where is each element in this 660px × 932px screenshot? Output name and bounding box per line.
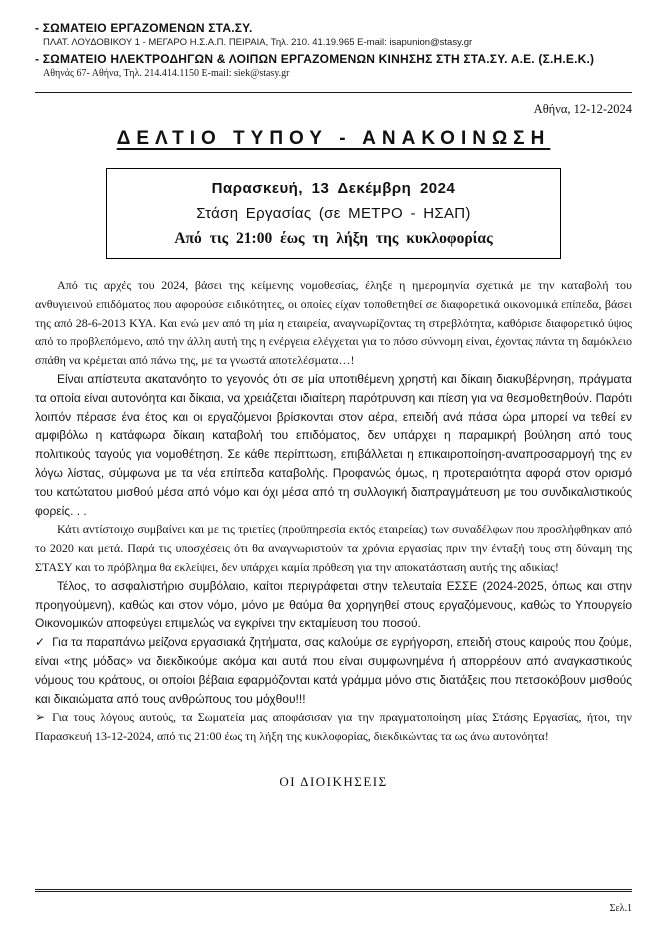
header-divider bbox=[35, 92, 632, 93]
paragraph-insurance: Τέλος, το ασφαλιστήριο συμβόλαιο, καίτοι περιγράφεται στην τελευταία ΕΣΣΕ (2024-2025, όπως και στην προηγούμενη), καθώς και στον νόμο, μόνο με θαύμα θα χορηγηθεί στους εργαζόμενους, καθώς το Υπουργείο Οικονομικών αποφεύγει επιμελώς να εγκρίνει την εκταμίευση του ποσού. bbox=[35, 578, 632, 631]
body-text bbox=[35, 276, 632, 746]
paragraph-call-to-alert-text: Για τα παραπάνω μείζονα εργασιακά ζητήματα, σας καλούμε σε εγρήγορση, επειδή στους καιρούς που ζούμε, είναι «της μόδας» να διεκδικούμε ακόμα και αυτά που είναι συμφωνημένα ή απορρέουν από αναγκαστικούς νόμους του κράτους, οι οποίοι βέβαια εφαρμόζονται κατά γράμμα μόνο στις διατάξεις που πετσοκόβουν μισθούς και δικαιώματα από τους ανθρώπους του μόχθου!!! bbox=[35, 635, 632, 706]
page-number: Σελ.1 bbox=[609, 903, 632, 914]
signature: ΟΙ ΔΙΟΙΚΗΣΕΙΣ bbox=[279, 773, 388, 789]
notice-action: Στάση Εργασίας (σε ΜΕΤΡΟ - ΗΣΑΠ) bbox=[196, 205, 471, 222]
union1-details: ΠΛΑΤ. ΛΟΥΔΟΒΙΚΟΥ 1 - ΜΕΓΑΡΟ Η.Σ.Α.Π. ΠΕΙΡΑΙΑ, Τηλ. 210. 41.19.965 E-mail: isapunion@stasy.gr bbox=[43, 37, 473, 48]
paragraph-strike-decision bbox=[35, 708, 632, 746]
paragraph-governance: Είναι απίστευτα ακατανόητο το γεγονός ότι σε μία υποτιθέμενη χρηστή και δίκαιη διακυβέρνηση, πράγματα τα οποία είναι αυτονόητα και δίκαια, να χρειάζεται ιδιαίτερη παρότρυνση και πίεση για να θεσμοθετηθούν. Παρότι λοιπόν πέρασε ένα έτος και οι εργαζόμενοι βρίσκονται στον αέρα, επειδή ανά πάσα ώρα μπορεί να τεθεί εν αμφιβόλω η κατάφωρα δίκαιη καταβολή του επιδόματος, δεν υπάρχει η παραμικρή βούληση από τους πολιτικούς ταγούς για νομοθέτηση. Σε κάθε περίπτωση, επιβάλλεται η επικαιροποίηση-αναπροσαρμογή της εν λόγω λίστας, σύμφωνα με τα νέα επίπεδα καταβολής. Προφανώς όμως, η προτεραιότητα αφορά στον ορισμό του κατώτατου μισθού μέσα από νόμο και όχι μέσα από τη συλλογική διαπραγμάτευση με του συνδικαλιστικούς φορείς. . . bbox=[35, 371, 632, 518]
paragraph-strike-decision-text: Για τους λόγους αυτούς, τα Σωματεία μας αποφάσισαν για την πραγματοποίηση μίας Στάσης Εργασίας, ήτοι, την Παρασκευή 13-12-2024, από τις 21:00 έως τη λήξη της κυκλοφορίας, διεκδικώντας τα ως άνω αυτονόητα! bbox=[35, 710, 632, 744]
union1-name: - ΣΩΜΑΤΕΙΟ ΕΡΓΑΖΟΜΕΝΩΝ ΣΤΑ.ΣΥ. bbox=[35, 21, 253, 35]
letterhead bbox=[35, 20, 632, 80]
union2-details: Αθηνάς 67- Αθήνα, Τηλ. 214.414.1150 E-mail: siek@stasy.gr bbox=[43, 68, 290, 79]
strike-notice-box bbox=[106, 168, 561, 259]
check-icon: ✓ bbox=[35, 635, 46, 650]
paragraph-allowance: Από τις αρχές του 2024, βάσει της κείμενης νομοθεσίας, έληξε η ημερομηνία σχετικά με την καταβολή του ανθυγιεινού επιδόματος που αφορούσε ειδικότητες, οι οποίες είχαν τοποθετηθεί σε διαφορετικά οικονομικά επίπεδα, βάσει της από 28-6-2013 ΚΥΑ. Και ενώ μεν από τη μία η εταιρεία, αναγνωρίζοντας τη στρεβλότητα, καθόρισε διαφορετικό ύψος από το προβλεπόμενο, από την άλλη αυτή της η ενέργεια ελέγχεται για το πόσο σύννομη είναι, έχοντας πάντα τη δαμόκλειο σπάθη να κρέμεται από πάνω της, με τα γνωστά αποτελέσματα…! bbox=[35, 278, 632, 368]
paragraph-seniority: Κάτι αντίστοιχο συμβαίνει και με τις τριετίες (προϋπηρεσία εκτός εταιρείας) των συναδέλφων που προσλήφθηκαν από το 2020 και μετά. Παρά τις υποσχέσεις ότι θα αναγνωριστούν τα χρόνια εργασίας πριν την ένταξή τους στη δύναμη της ΣΤΑΣΥ και το πρόβλημα θα εκλείψει, δεν υπάρχει καμία πρόθεση για την αποκατάσταση αυτής της αδικίας! bbox=[35, 522, 632, 574]
arrow-bullet-icon: ➢ bbox=[35, 710, 46, 725]
page-title: ΔΕΛΤΙΟ ΤΥΠΟΥ - ΑΝΑΚΟΙΝΩΣΗ bbox=[116, 128, 551, 149]
notice-date: Παρασκευή, 13 Δεκέμβρη 2024 bbox=[211, 180, 456, 197]
footer-divider bbox=[35, 889, 632, 892]
notice-hours: Από τις 21:00 έως τη λήξη της κυκλοφορίας bbox=[174, 230, 493, 247]
paragraph-call-to-alert bbox=[35, 633, 632, 708]
union2-name: - ΣΩΜΑΤΕΙΟ ΗΛΕΚΤΡΟΔΗΓΩΝ & ΛΟΙΠΩΝ ΕΡΓΑΖΟΜΕΝΩΝ ΚΙΝΗΣΗΣ ΣΤΗ ΣΤΑ.ΣΥ. Α.Ε. (Σ.Η.Ε.Κ.) bbox=[35, 52, 595, 66]
date-line: Αθήνα, 12-12-2024 bbox=[533, 102, 632, 116]
